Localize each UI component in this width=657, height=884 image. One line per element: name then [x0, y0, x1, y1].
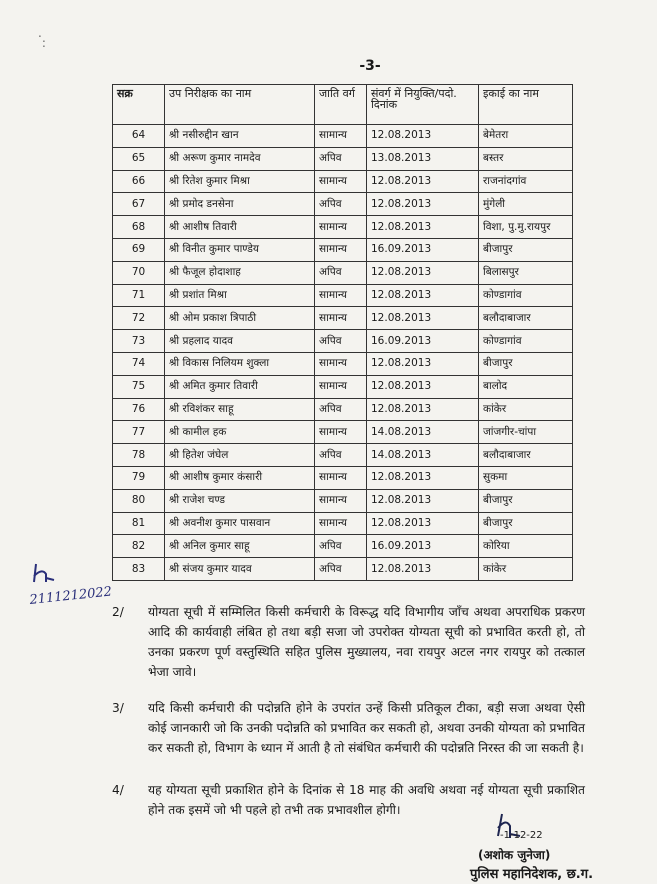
category-cell: सामान्य — [315, 352, 367, 375]
serial-cell: 72 — [113, 307, 165, 330]
date-cell: 12.08.2013 — [367, 466, 479, 489]
category-cell: सामान्य — [315, 170, 367, 193]
name-cell: श्री रविशंकर साहू — [165, 398, 315, 421]
paragraph-number: 3/ — [112, 701, 124, 715]
serial-cell: 76 — [113, 398, 165, 421]
date-cell: 14.08.2013 — [367, 444, 479, 467]
date-cell: 16.09.2013 — [367, 535, 479, 558]
category-cell: अपिव — [315, 261, 367, 284]
name-cell: श्री विनीत कुमार पाण्डेय — [165, 238, 315, 261]
paragraph-text: यह योग्यता सूची प्रकाशित होने के दिनांक से 18 माह की अवधि अथवा नई योग्यता सूची प्रकाशित होने तक इसमें जो भी पहले हो तभी तक प्रभावशील होगी। — [148, 783, 585, 817]
category-cell: अपिव — [315, 535, 367, 558]
unit-cell: कोण्डागांव — [479, 284, 573, 307]
handwritten-date: 2111212022 — [28, 584, 113, 608]
table-row — [113, 170, 573, 193]
name-cell: श्री प्रहलाद यादव — [165, 330, 315, 353]
unit-cell: मुंगेली — [479, 193, 573, 216]
category-cell: अपिव — [315, 444, 367, 467]
serial-cell: 71 — [113, 284, 165, 307]
header-serial: सक्र — [113, 85, 165, 125]
name-cell: श्री विकास निलियम शुक्ला — [165, 352, 315, 375]
category-cell: सामान्य — [315, 512, 367, 535]
table-row — [113, 284, 573, 307]
signatory-name: (अशोक जुनेजा) — [478, 848, 551, 862]
unit-cell: जांजगीर-चांपा — [479, 421, 573, 444]
serial-cell: 65 — [113, 147, 165, 170]
unit-cell: बीजापुर — [479, 352, 573, 375]
unit-cell: बीजापुर — [479, 489, 573, 512]
date-cell: 14.08.2013 — [367, 421, 479, 444]
table-row — [113, 307, 573, 330]
unit-cell: बेमेतरा — [479, 125, 573, 148]
name-cell: श्री प्रमोद डनसेना — [165, 193, 315, 216]
name-cell: श्री हितेश जंघेल — [165, 444, 315, 467]
table-row — [113, 238, 573, 261]
table-row — [113, 330, 573, 353]
serial-cell: 78 — [113, 444, 165, 467]
category-cell: सामान्य — [315, 421, 367, 444]
name-cell: श्री आशीष तिवारी — [165, 216, 315, 239]
date-cell: 12.08.2013 — [367, 193, 479, 216]
table-header-row — [113, 85, 573, 125]
name-cell: श्री अवनीश कुमार पासवान — [165, 512, 315, 535]
serial-cell: 66 — [113, 170, 165, 193]
serial-cell: 82 — [113, 535, 165, 558]
serial-cell: 68 — [113, 216, 165, 239]
name-cell: श्री अनिल कुमार साहू — [165, 535, 315, 558]
category-cell: सामान्य — [315, 284, 367, 307]
category-cell: सामान्य — [315, 125, 367, 148]
unit-cell: कांकेर — [479, 558, 573, 581]
table-row — [113, 147, 573, 170]
serial-cell: 74 — [113, 352, 165, 375]
date-cell: 12.08.2013 — [367, 489, 479, 512]
date-cell: 12.08.2013 — [367, 558, 479, 581]
name-cell: श्री अरूण कुमार नामदेव — [165, 147, 315, 170]
unit-cell: बीजापुर — [479, 238, 573, 261]
serial-cell: 75 — [113, 375, 165, 398]
serial-cell: 77 — [113, 421, 165, 444]
table-row — [113, 466, 573, 489]
unit-cell: बालोद — [479, 375, 573, 398]
unit-cell: राजनांदगांव — [479, 170, 573, 193]
signature-date: -1-12-22 — [500, 830, 543, 841]
unit-cell: बलौदाबाजार — [479, 444, 573, 467]
date-cell: 16.09.2013 — [367, 330, 479, 353]
date-cell: 12.08.2013 — [367, 216, 479, 239]
unit-cell: कोण्डागांव — [479, 330, 573, 353]
table-row — [113, 444, 573, 467]
table-row — [113, 375, 573, 398]
paragraph-number: 2/ — [112, 605, 124, 619]
header-category: जाति वर्ग — [315, 85, 367, 125]
category-cell: अपिव — [315, 558, 367, 581]
table-row — [113, 193, 573, 216]
serial-cell: 70 — [113, 261, 165, 284]
name-cell: श्री फैजूल होदाशाह — [165, 261, 315, 284]
category-cell: सामान्य — [315, 216, 367, 239]
serial-cell: 83 — [113, 558, 165, 581]
date-cell: 12.08.2013 — [367, 375, 479, 398]
table-row — [113, 125, 573, 148]
signature-block — [470, 812, 630, 882]
unit-cell: बीजापुर — [479, 512, 573, 535]
header-name: उप निरीक्षक का नाम — [165, 85, 315, 125]
date-cell: 12.08.2013 — [367, 512, 479, 535]
serial-cell: 69 — [113, 238, 165, 261]
date-cell: 12.08.2013 — [367, 352, 479, 375]
category-cell: सामान्य — [315, 375, 367, 398]
unit-cell: बलौदाबाजार — [479, 307, 573, 330]
name-cell: श्री प्रशांत मिश्रा — [165, 284, 315, 307]
page-number: -3- — [359, 58, 381, 74]
paragraph-number: 4/ — [112, 783, 124, 797]
table-row — [113, 558, 573, 581]
date-cell: 12.08.2013 — [367, 284, 479, 307]
unit-cell: बस्तर — [479, 147, 573, 170]
name-cell: श्री रितेश कुमार मिश्रा — [165, 170, 315, 193]
table-row — [113, 512, 573, 535]
table-row — [113, 421, 573, 444]
header-unit: इकाई का नाम — [479, 85, 573, 125]
table-row — [113, 216, 573, 239]
date-cell: 12.08.2013 — [367, 307, 479, 330]
serial-cell: 79 — [113, 466, 165, 489]
unit-cell: कांकेर — [479, 398, 573, 421]
table-row — [113, 489, 573, 512]
serial-cell: 81 — [113, 512, 165, 535]
serial-cell: 67 — [113, 193, 165, 216]
date-cell: 16.09.2013 — [367, 238, 479, 261]
name-cell: श्री राजेश चण्ड — [165, 489, 315, 512]
name-cell: श्री कामील हक — [165, 421, 315, 444]
date-cell: 12.08.2013 — [367, 261, 479, 284]
merit-list-table — [112, 84, 573, 581]
category-cell: अपिव — [315, 147, 367, 170]
table-row — [113, 352, 573, 375]
unit-cell: बिलासपुर — [479, 261, 573, 284]
paragraph-text: योग्यता सूची में सम्मिलित किसी कर्मचारी के विरूद्ध यदि विभागीय जाँच अथवा अपराधिक प्रकरण आदि की कार्यवाही लंबित हो तथा बड़ी सजा जो उपरोक्त योग्यता सूची को प्रभावित करती हो, तो उनका प्रकरण पूर्ण वस्तुस्थिति सहित पुलिस मुख्यालय, नवा रायपुर अटल नगर रायपुर को तत्काल भेजा जावे। — [148, 605, 585, 679]
serial-cell: 73 — [113, 330, 165, 353]
date-cell: 12.08.2013 — [367, 170, 479, 193]
name-cell: श्री ओम प्रकाश त्रिपाठी — [165, 307, 315, 330]
header-appointment-date: संवर्ग में नियुक्ति/पदो. दिनांक — [367, 85, 479, 125]
name-cell: श्री अमित कुमार तिवारी — [165, 375, 315, 398]
table-row — [113, 261, 573, 284]
category-cell: सामान्य — [315, 466, 367, 489]
unit-cell: सुकमा — [479, 466, 573, 489]
table-row — [113, 398, 573, 421]
serial-cell: 64 — [113, 125, 165, 148]
category-cell: सामान्य — [315, 307, 367, 330]
name-cell: श्री नसीरुद्दीन खान — [165, 125, 315, 148]
date-cell: 12.08.2013 — [367, 125, 479, 148]
category-cell: अपिव — [315, 193, 367, 216]
unit-cell: कोरिया — [479, 535, 573, 558]
paragraph-text: यदि किसी कर्मचारी की पदोन्नति होने के उपरांत उन्हें किसी प्रतिकूल टीका, बड़ी सजा अथवा ऐसी कोई जानकारी जो कि उनकी पदोन्नति को प्रभावित कर सकती हो, अथवा उनकी योग्यता को प्रभावित कर सकती हो, विभाग के ध्यान में आती है तो संबंधित कर्मचारी की पदोन्नति निरस्त की जा सकती है। — [148, 701, 585, 755]
category-cell: सामान्य — [315, 489, 367, 512]
unit-cell: विशा, पु.मु.रायपुर — [479, 216, 573, 239]
scan-speck-marks: . : — [38, 26, 46, 50]
category-cell: अपिव — [315, 398, 367, 421]
category-cell: अपिव — [315, 330, 367, 353]
paragraph-3 — [112, 698, 585, 758]
name-cell: श्री आशीष कुमार कंसारी — [165, 466, 315, 489]
date-cell: 13.08.2013 — [367, 147, 479, 170]
date-cell: 12.08.2013 — [367, 398, 479, 421]
signatory-title: पुलिस महानिदेशक, छ.ग. — [470, 867, 594, 882]
paragraph-2 — [112, 602, 585, 682]
serial-cell: 80 — [113, 489, 165, 512]
category-cell: सामान्य — [315, 238, 367, 261]
name-cell: श्री संजय कुमार यादव — [165, 558, 315, 581]
table-row — [113, 535, 573, 558]
table-body — [113, 125, 573, 581]
